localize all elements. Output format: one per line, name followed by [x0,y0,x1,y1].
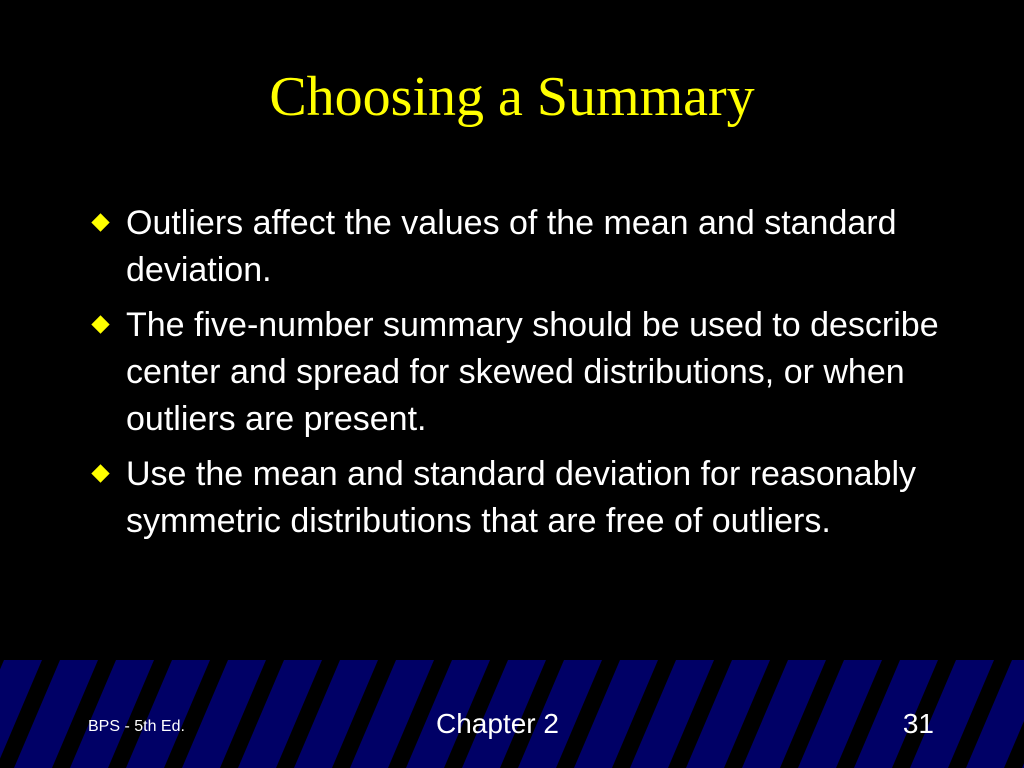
footer-stripe [668,660,732,768]
footer-stripe [948,660,1012,768]
footer-band [0,660,1024,768]
footer-page-number: 31 [902,708,934,739]
footer-stripe [164,660,228,768]
footer-stripe [612,660,676,768]
bullet-text: Use the mean and standard deviation for reasonably symmetric distributions that are free of outliers. [126,455,917,540]
slide-title: Choosing a Summary [269,66,755,128]
footer-edition-label: BPS - 5th Ed. [88,718,185,735]
footer-stripe [836,660,900,768]
bullet-list [92,200,952,553]
footer-chapter-label: Chapter 2 [436,708,559,739]
footer-stripe [108,660,172,768]
footer-stripe [1004,660,1024,768]
bullet-item [92,200,952,294]
bullet-text: Outliers affect the values of the mean and standard deviation. [126,204,897,289]
footer-stripe [52,660,116,768]
footer-stripe [556,660,620,768]
diamond-bullet-icon [91,464,109,482]
footer-stripe [276,660,340,768]
footer-stripe [780,660,844,768]
diamond-bullet-icon [91,315,109,333]
bullet-item [92,451,952,545]
diamond-bullet-icon [91,213,109,231]
footer-stripe [724,660,788,768]
bullet-text: The five-number summary should be used to describe center and spread for skewed distributions, or when outliers are present. [126,306,939,438]
footer-stripe [220,660,284,768]
footer-stripe [332,660,396,768]
footer-stripe [0,660,60,768]
bullet-item [92,302,952,443]
